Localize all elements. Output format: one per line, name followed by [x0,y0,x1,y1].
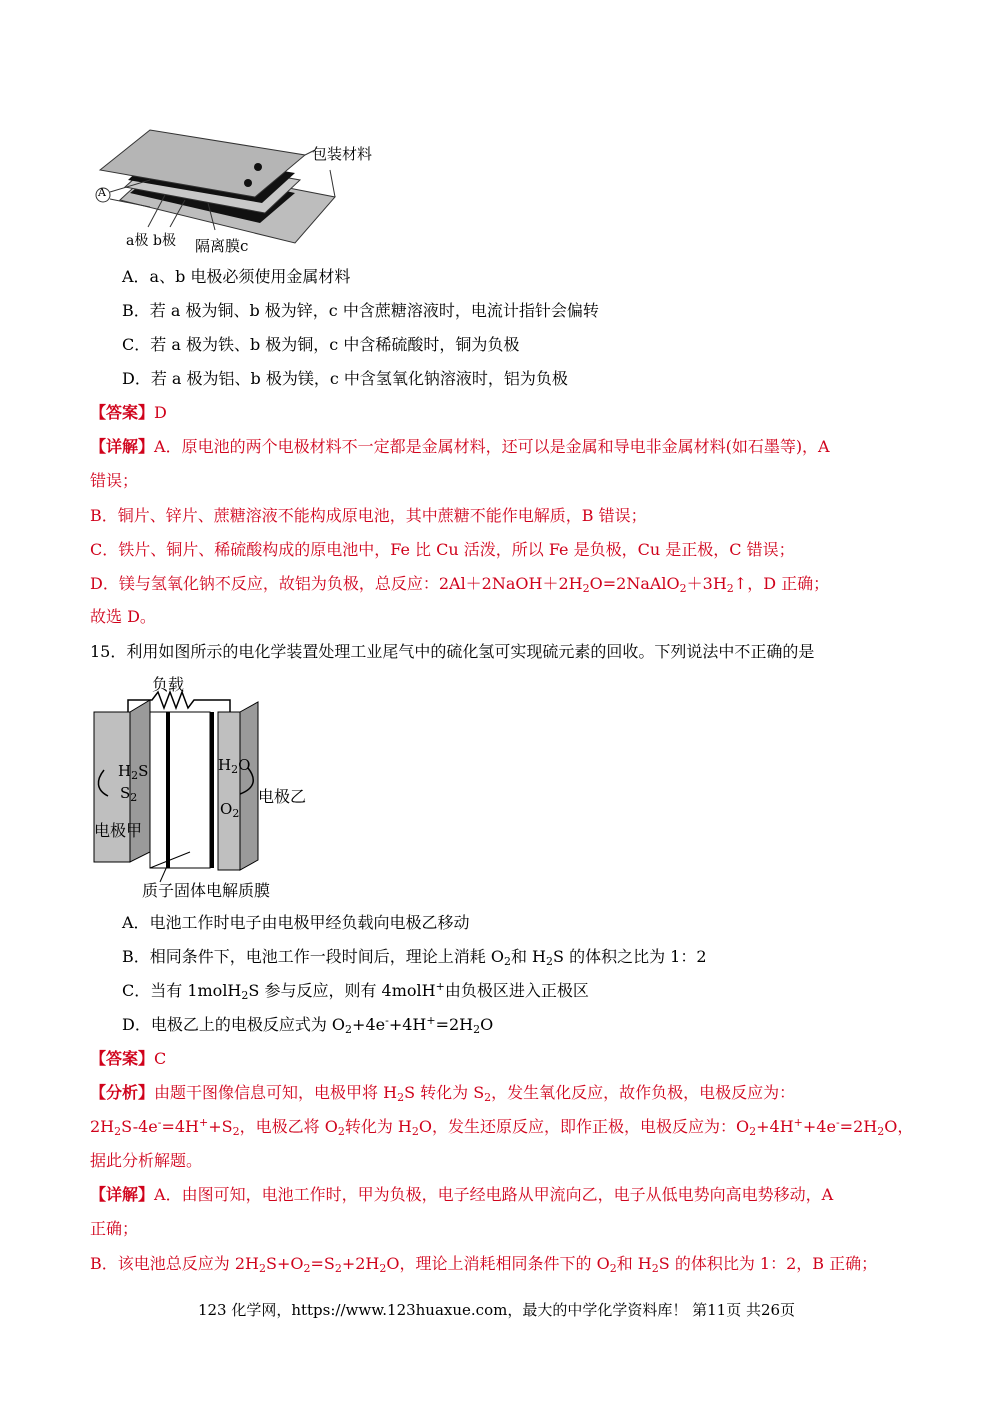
text: O， [884,1117,914,1136]
text: H [218,756,232,774]
text: O，理论上消耗相同条件下的 O [386,1254,610,1273]
text: 由负极区进入正极区 [444,981,589,1000]
text: B．该电池总反应为 2H [90,1254,259,1273]
q15-detail-line1b: 正确； [90,1219,139,1238]
text: 和 H [510,947,547,966]
q15-option-d: D．电极乙上的电极反应式为 $O_2+4e^-+4H^+=2H_2O$ [122,1014,494,1036]
analysis-tag: 【分析】 [90,1083,155,1102]
text: =2H [839,1117,878,1136]
q14-detail-line2: B．铜片、锌片、蔗糖溶液不能构成原电池，其中蔗糖不能作电解质，B 错误； [90,506,647,525]
q14-detail-line5: 故选 D。 [90,607,156,626]
q14-detail-line1b: 错误； [90,471,139,490]
q15-analysis-line3: 据此分析解题。 [90,1151,203,1170]
q14-detail-line4: D．镁与氢氧化钠不反应，故铝为负极，总反应：$2Al+2NaOH+2H_2O=2NaAlO_2+3H_2↑$，D 正确； [90,574,830,595]
text: D．电极乙上的电极反应式为 O [122,1015,346,1034]
text: =S [310,1254,335,1273]
label-electrode-jia: 电极甲 [94,821,143,840]
label-electrode-yi: 电极乙 [258,787,307,806]
text: O [220,800,233,818]
text: +S [208,1117,233,1136]
q15-analysis-line1: 【分析】由题干图像信息可知，电极甲将 $H_2S$ 转化为 $S_2$，发生氧化反应，故作负极，电极反应为： [90,1083,796,1104]
label-o2: $O_2$ [220,800,240,820]
q14-option-c: C．若 a 极为铁、b 极为铜，c 中含稀硫酸时，铜为负极 [122,335,520,354]
text: O，发生还原反应，即作正极，电极反应为：O [418,1117,750,1136]
text: S 转化为 S [404,1083,485,1102]
text: D．镁与氢氧化钠不反应，故铝为负极，总反应：2Al＋2NaOH＋2H [90,574,583,593]
text: +4H [756,1117,794,1136]
q15-option-c: C．当有 1molH$_2$S 参与反应，则有 4molH+由负极区进入正极区 [122,980,589,1002]
q15-option-b: B．相同条件下，电池工作一段时间后，理论上消耗 $O_2$和 $H_2S$ 的体积之比为 1：2 [122,947,707,968]
text: +2H [341,1254,380,1273]
q14-answer [90,402,167,424]
label-h2o: $H_2O$ [218,756,251,776]
label-electrode-b: b极 [153,233,176,249]
answer-value: C [154,1049,167,1068]
label-membrane: 质子固体电解质膜 [142,881,271,900]
text: S 的体积之比为 1：2 [553,947,707,966]
label-load: 负载 [152,675,185,694]
text: A．由图可知，电池工作时，甲为负极，电子经电路从甲流向乙，电子从低电势向高电势移动，A [154,1185,834,1204]
text: S 参与反应，则有 4molH [248,981,436,1000]
q15-detail-line1 [90,1184,833,1206]
text: 由题干图像信息可知，电极甲将 H [154,1083,398,1102]
text: 2H [90,1117,115,1136]
battery-figure [90,125,390,255]
q14-option-a: A．a、b 电极必须使用金属材料 [122,267,351,286]
label-electrode-a: a极 [126,233,149,249]
text: O [480,1015,494,1034]
text: O=2NaAlO [589,574,680,593]
text: ，发生氧化反应，故作负极，电极反应为： [491,1083,796,1102]
detail-tag: 【详解】 [90,1185,155,1204]
q14-option-b: B．若 a 极为铜、b 极为锌，c 中含蔗糖溶液时，电流计指针会偏转 [122,301,599,320]
text: 和 H [616,1254,652,1273]
label-meter: A [98,186,106,199]
label-packaging: 包装材料 [312,145,373,163]
text: S 的体积比为 1：2，B 正确； [658,1254,878,1273]
text: C．当有 1molH [122,981,242,1000]
q15-option-a: A．电池工作时电子由电极甲经负载向电极乙移动 [122,913,470,932]
text: S-4e [121,1117,158,1136]
text: S [120,784,131,802]
page-footer: 123 化学网，https://www.123huaxue.com，最大的中学化学资料库！ 第11页 共26页 [197,1301,796,1319]
detail-text: A．原电池的两个电极材料不一定都是金属材料，还可以是金属和导电非金属材料(如石墨等)，A [154,437,830,456]
answer-value: D [154,403,167,422]
detail-tag: 【详解】 [90,437,155,456]
q15-stem: 15．利用如图所示的电化学装置处理工业尾气中的硫化氢可实现硫元素的回收。下列说法中不正确的是 [90,642,815,661]
q14-option-d: D．若 a 极为铝、b 极为镁，c 中含氢氧化钠溶液时，铝为负极 [122,369,568,388]
text: =2H [435,1015,474,1034]
text: S+O [265,1254,304,1273]
q15-analysis-line2: $2H_2S-4e^-=4H^++S_2$，电极乙将 $O_2$转化为 $H_2O$，发生还原反应，即作正极，电极反应为：$O_2+4H^++4e^-=2H_2O$， [90,1116,914,1138]
text: ＋3H [686,574,727,593]
text: +4e [802,1117,836,1136]
fuel-cell-figure [90,672,320,904]
label-s2: $S_2$ [120,784,138,804]
text: B．相同条件下，电池工作一段时间后，理论上消耗 O [122,947,504,966]
label-separator: 隔离膜c [195,237,249,255]
q15-detail-line2: B．该电池总反应为 $2H_2S+O_2=S_2+2H_2O$，理论上消耗相同条件下的 $O_2$和 $H_2S$ 的体积比为 1：2，B 正确； [90,1254,878,1275]
text: =4H [161,1117,200,1136]
q14-detail-line3: C．铁片、铜片、稀硫酸构成的原电池中，Fe 比 Cu 活泼，所以 Fe 是负极，Cu 是正极，C 错误； [90,540,795,559]
answer-tag: 【答案】 [90,1049,155,1068]
label-h2s: $H_2S$ [118,762,149,782]
text: ，电极乙将 O [239,1117,338,1136]
text: ↑，D 正确； [733,574,830,593]
answer-tag: 【答案】 [90,403,155,422]
q15-answer [90,1048,166,1070]
text: +4e [352,1015,386,1034]
text: H [118,762,132,780]
text: 转化为 H [344,1117,412,1136]
q14-detail-line1 [90,436,830,458]
text: +4H [388,1015,427,1034]
